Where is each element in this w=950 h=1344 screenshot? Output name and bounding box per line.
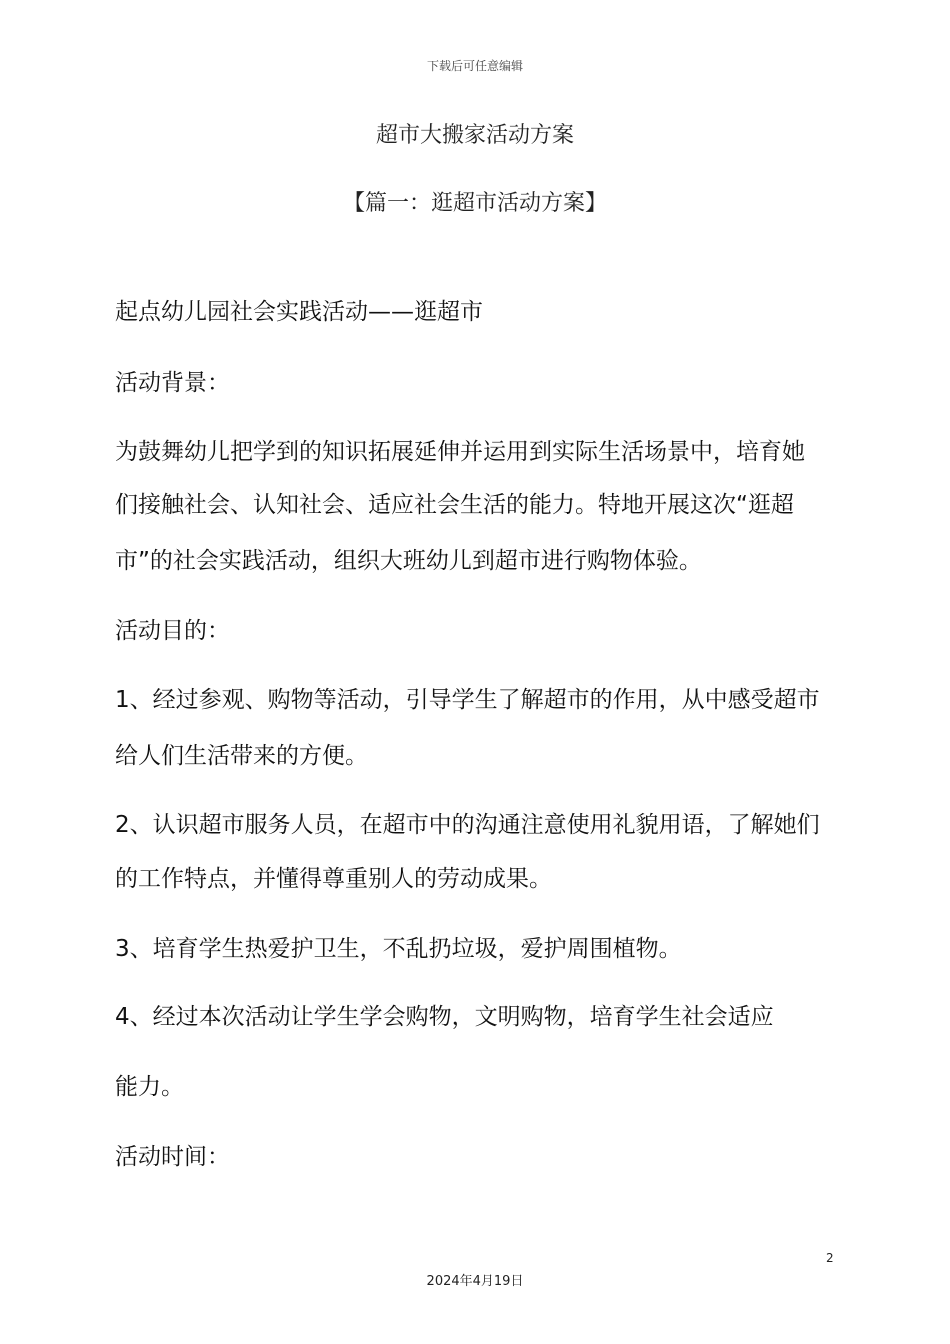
list-item: 4、经过本次活动让学生学会购物，文明购物，培育学生社会适应 [115,1004,774,1030]
list-item-continuation: 的工作特点，并懂得尊重别人的劳动成果。 [115,866,552,892]
body-line: 市”的社会实践活动，组织大班幼儿到超市进行购物体验。 [115,548,702,574]
page-header: 下载后可任意编辑 [426,59,523,73]
body-line: 起点幼儿园社会实践活动——逛超市 [115,299,483,325]
document-subtitle: 【篇一：逛超市活动方案】 [342,191,607,216]
list-item: 1、经过参观、购物等活动，引导学生了解超市的作用，从中感受超市 [115,687,820,713]
section-heading: 活动时间： [115,1144,230,1170]
page-footer-date: 2024年4月19日 [426,1274,524,1289]
page-number: 2 [826,1251,834,1265]
list-item-continuation: 能力。 [115,1074,184,1100]
list-item: 3、培育学生热爱护卫生，不乱扔垃圾，爱护周围植物。 [115,936,682,962]
section-heading: 活动目的： [115,618,230,644]
body-line: 为鼓舞幼儿把学到的知识拓展延伸并运用到实际生活场景中，培育她 [115,439,805,465]
section-heading: 活动背景： [115,370,230,396]
list-item-continuation: 给人们生活带来的方便。 [115,743,368,769]
list-item: 2、认识超市服务人员，在超市中的沟通注意使用礼貌用语，了解她们 [115,812,820,838]
document-title: 超市大搬家活动方案 [375,123,574,148]
body-line: 们接触社会、认知社会、适应社会生活的能力。特地开展这次“逛超 [115,492,794,518]
